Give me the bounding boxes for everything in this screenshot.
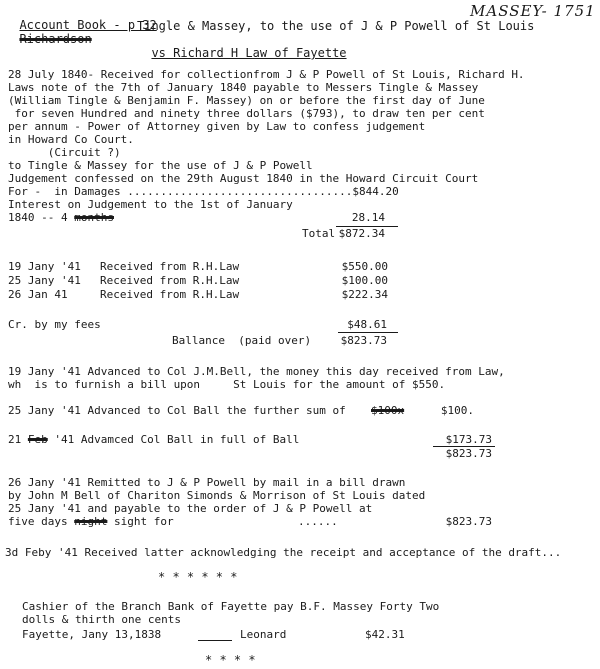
account-book-label: Account Book - p 32 <box>19 18 157 32</box>
case-defendant: vs Richard H Law of Fayette <box>151 46 347 60</box>
para1-line: per annum - Power of Attorney given by Law to confess judgement <box>8 120 426 133</box>
receipt-desc: Received from R.H.Law <box>100 288 240 301</box>
receipt-date: 26 Jan 41 <box>8 288 68 301</box>
remit-line: five days night sight for <box>8 515 174 528</box>
separator-stars: * * * * * * <box>158 570 238 584</box>
remit-line: 25 Jany '41 and payable to the order of J & P Powell at <box>8 502 373 515</box>
advance-amount: $100. <box>440 404 474 417</box>
receipt-date: 25 Jany '41 <box>8 274 81 287</box>
receipt-desc: Received from R.H.Law <box>100 260 240 273</box>
struck-amount: $100x <box>371 404 405 417</box>
balance-amount: $823.73 <box>340 334 387 347</box>
handwritten-reference: MASSEY- 1751 <box>470 2 596 20</box>
cashier-place-date: Fayette, Jany 13,1838 <box>22 628 162 641</box>
para1-line: Laws note of the 7th of January 1840 payable to Messers Tingle & Massey <box>8 81 479 94</box>
receipt-amount: $222.34 <box>341 288 388 301</box>
acknowledgement-line: 3d Feby '41 Received latter acknowledging the receipt and acceptance of the draft... <box>5 546 562 559</box>
struck-word: Richardson <box>19 32 92 46</box>
para1-line: (William Tingle & Benjamin F. Massey) on or before the first day of June <box>8 94 485 107</box>
para1-line: in Howard Co Court. <box>8 133 134 146</box>
receipt-desc: Received from R.H.Law <box>100 274 240 287</box>
para1-line: (Circuit ?) <box>8 146 121 159</box>
para1-line: to Tingle & Massey for the use of J & P Powell <box>8 159 313 172</box>
advance-line: 19 Jany '41 Advanced to Col J.M.Bell, the money this day received from Law, <box>8 365 505 378</box>
para1-line: 28 July 1840- Received for collectionfrom J & P Powell of St Louis, Richard H. <box>8 68 525 81</box>
cashier-amount: $42.31 <box>365 628 405 641</box>
remit-dots: ...... <box>298 515 338 528</box>
receipt-amount: $550.00 <box>341 260 388 273</box>
fees-amount: $48.61 <box>347 318 387 331</box>
total-label: Total <box>302 227 336 240</box>
receipt-date: 19 Jany '41 <box>8 260 81 273</box>
fees-label: Cr. by my fees <box>8 318 101 331</box>
advance-line: 25 Jany '41 Advanced to Col Ball the further sum of <box>8 404 346 417</box>
para1-line: Interest on Judgement to the 1st of January <box>8 198 293 211</box>
sum-rule <box>338 332 398 333</box>
cashier-line: Cashier of the Branch Bank of Fayette pay B.F. Massey Forty Two <box>22 600 440 613</box>
total-amount: $872.34 <box>338 227 385 240</box>
interest-amount: 28.14 <box>351 211 385 224</box>
advance-line: wh is to furnish a bill upon St Louis for the amount of $550. <box>8 378 446 391</box>
cashier-line: dolls & thirth one cents <box>22 613 181 626</box>
advance-amount: $173.73 <box>445 433 492 446</box>
balance-label: Ballance (paid over) <box>172 334 312 347</box>
signature-rule <box>198 640 232 641</box>
advance-line: 21 Feb '41 Advamced Col Ball in full of Ball <box>8 433 300 446</box>
separator-stars: * * * * <box>205 653 256 667</box>
remit-line: by John M Bell of Chariton Simonds & Morrison of St Louis dated <box>8 489 426 502</box>
interest-line: 1840 -- 4 months <box>8 211 114 224</box>
case-title: Tingle & Massey, to the use of J & P Powell of St Louis <box>137 19 535 33</box>
receipt-amount: $100.00 <box>341 274 388 287</box>
remit-amount: $823.73 <box>445 515 492 528</box>
para1-line: for seven Hundred and ninety three dollars ($793), to draw ten per cent <box>8 107 485 120</box>
remit-line: 26 Jany '41 Remitted to J & P Powell by mail in a bill drawn <box>8 476 406 489</box>
damages-line: For - in Damages ..................................$844.20 <box>8 185 399 198</box>
signature-name: Leonard <box>240 628 287 641</box>
para1-line: Judgement confessed on the 29th August 1840 in the Howard Circuit Court <box>8 172 479 185</box>
advance-total: $823.73 <box>445 447 492 460</box>
